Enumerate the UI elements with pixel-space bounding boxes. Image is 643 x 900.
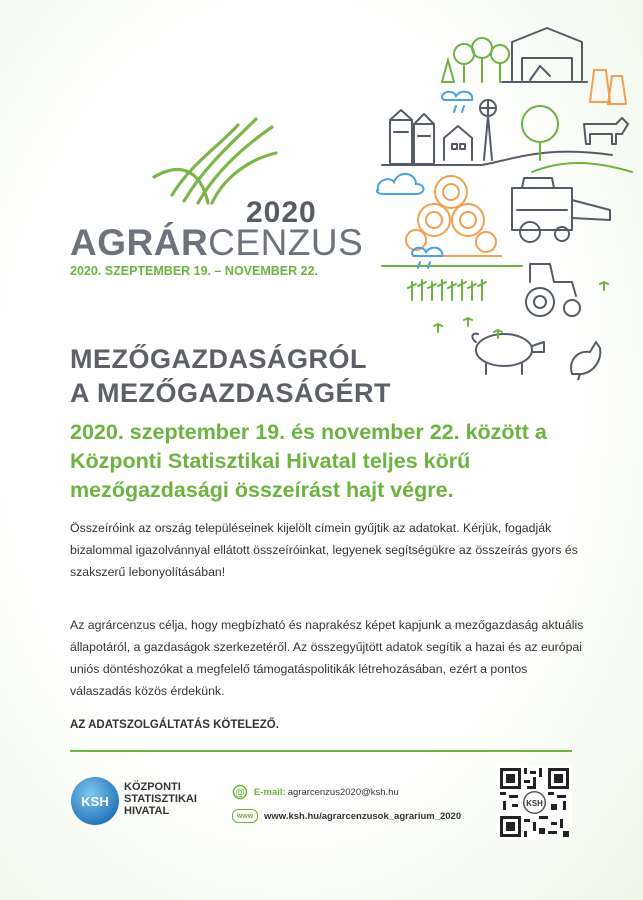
agrarcenzus-swoosh-logo bbox=[150, 105, 280, 205]
logo-year: 2020 bbox=[246, 196, 317, 229]
silo-icon bbox=[390, 110, 434, 164]
qr-code-icon[interactable] bbox=[497, 765, 572, 840]
email-row[interactable] bbox=[232, 784, 399, 800]
ksh-logo bbox=[68, 774, 122, 828]
combine-harvester-icon bbox=[512, 178, 610, 242]
barn-icon bbox=[502, 28, 587, 82]
logo-word-cenzus: CENZUS bbox=[208, 222, 364, 263]
logo-word-agrar: AGRÁR bbox=[70, 222, 209, 263]
svg-text:@: @ bbox=[235, 787, 245, 799]
tractor-icon bbox=[526, 264, 580, 316]
census-dates: 2020. SZEPTEMBER 19. – NOVEMBER 22. bbox=[70, 264, 319, 278]
farmhouse-icon bbox=[444, 126, 472, 160]
ksh-name bbox=[124, 781, 197, 817]
cow-icon bbox=[584, 118, 628, 144]
at-icon bbox=[232, 784, 248, 800]
sack-icon bbox=[590, 70, 626, 104]
hay-bale-icon bbox=[406, 176, 496, 252]
corn-field-icon bbox=[408, 280, 486, 300]
qr-badge-text: KSH bbox=[526, 798, 543, 808]
ksh-name-line3: HIVATAL bbox=[124, 805, 170, 817]
ksh-badge-text: KSH bbox=[81, 794, 109, 809]
website-row[interactable] bbox=[232, 809, 461, 823]
mandatory-notice: AZ ADATSZOLGÁLTATÁS KÖTELEZŐ. bbox=[70, 719, 279, 731]
sprout-icon bbox=[434, 282, 608, 338]
paragraph-purpose: Az agrárcenzus célja, hogy megbízható és naprakész képet kapjunk a mezőgazdaság aktuális állapotáról, a gazdaságok szerkezetéről. Az összegyűjtött adatok segítik a hazai és az európai uniós döntéshozókat a megfelelő támogatáspolitikák létrehozásában, ezért a pontos válaszadás közös érdekünk. bbox=[70, 618, 584, 698]
ksh-name-line1: KÖZPONTI bbox=[124, 781, 181, 793]
headline-line1: MEZŐGAZDASÁGRÓL bbox=[70, 344, 367, 374]
main-headline bbox=[70, 342, 391, 410]
website-link[interactable]: www.ksh.hu/agrarcenzusok_agrarium_2020 bbox=[264, 810, 462, 822]
subheadline: 2020. szeptember 19. és november 22. között a Központi Statisztikai Hivatal teljes körű mezőgazdasági összeírást hajt végre. bbox=[70, 420, 547, 502]
paragraph-collectors: Összeíróink az ország településeinek kijelölt címein gyűjtik az adatokat. Kérjük, fogadják bizalommal igazolvánnyal ellátott összeíróinkat, legyenek segítségükre az összeírás gyors és szakszerű lebonyolításában! bbox=[70, 521, 578, 579]
logo-wordmark bbox=[70, 222, 363, 264]
pig-icon bbox=[472, 334, 544, 374]
farm-illustration bbox=[372, 20, 634, 380]
email-link[interactable]: agrarcenzus2020@ksh.hu bbox=[287, 786, 399, 798]
hen-icon bbox=[571, 342, 600, 380]
headline-line2: A MEZŐGAZDASÁGÉRT bbox=[70, 378, 391, 408]
email-label: E-mail: bbox=[254, 786, 286, 798]
ksh-name-line2: STATISZTIKAI bbox=[124, 793, 197, 805]
footer-divider bbox=[70, 750, 572, 752]
www-icon: www bbox=[232, 809, 258, 823]
windmill-icon bbox=[480, 100, 496, 160]
